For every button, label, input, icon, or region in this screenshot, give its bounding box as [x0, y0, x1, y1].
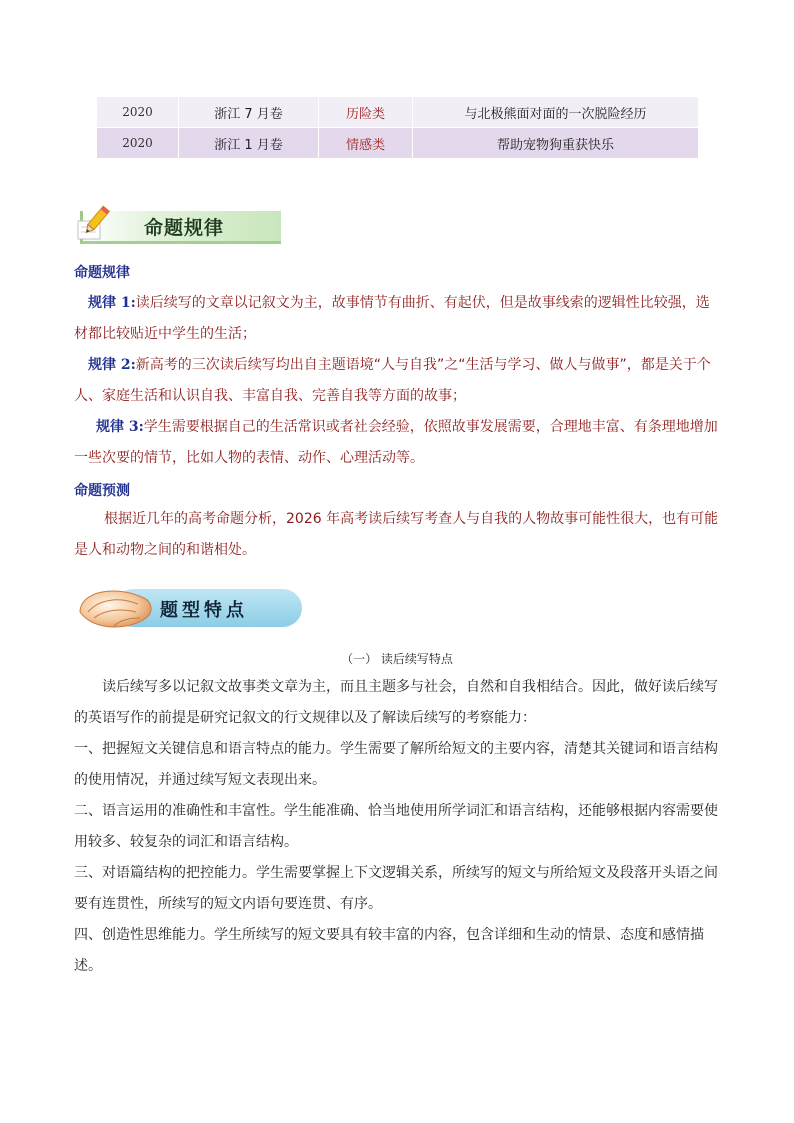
banner-title: 命题规律: [144, 217, 225, 239]
exam-cell: 浙江 1 月卷: [179, 128, 319, 159]
year-cell: 2020: [97, 128, 179, 159]
rule-paragraph: [74, 288, 722, 350]
rule-text: 读后续写的文章以记叙文为主，故事情节有曲折、有起伏，但是故事线索的逻辑性比较强，选材都比较贴近中学生的生活；: [74, 295, 710, 342]
table-row: [97, 97, 699, 128]
exam-cell: 浙江 7 月卷: [179, 97, 319, 128]
heading-prediction: 命题预测: [74, 483, 130, 499]
pencil-icon: [74, 203, 114, 243]
category-cell: 情感类: [319, 128, 413, 159]
category-cell: 历险类: [319, 97, 413, 128]
section-banner-features: [74, 582, 304, 634]
subsection-title: （一） 读后续写特点: [341, 652, 453, 666]
intro-paragraph: 读后续写多以记叙文故事类文章为主，而且主题多与社会，自然和自我相结合。因此，做好读后续写的英语写作的前提是研究记叙文的行文规律以及了解读后续写的考察能力：: [74, 679, 718, 726]
point-paragraph: 一、把握短文关键信息和语言特点的能力。学生需要了解所给短文的主要内容，清楚其关键词和语言结构的使用情况，并通过续写短文表现出来。: [74, 741, 718, 788]
prediction-paragraph: 根据近几年的高考命题分析，2026 年高考读后续写考查人与自我的人物故事可能性很大，也有可能是人和动物之间的和谐相处。: [74, 511, 719, 558]
year-cell: 2020: [97, 97, 179, 128]
rule-paragraph: [74, 412, 722, 474]
theme-cell: 帮助宠物狗重获快乐: [413, 128, 699, 159]
seashell-icon: [74, 582, 156, 634]
point-paragraph: 四、创造性思维能力。学生所续写的短文要具有较丰富的内容，包含详细和生动的情景、态度和感情描述。: [74, 927, 704, 974]
section-banner-rules: [74, 203, 280, 245]
table-row: [97, 128, 699, 159]
rule-label: 规律 3:: [96, 419, 144, 435]
point-paragraph: 二、语言运用的准确性和丰富性。学生能准确、恰当地使用所学词汇和语言结构，还能够根据内容需要使用较多、较复杂的词汇和语言结构。: [74, 803, 718, 850]
topic-table: [96, 96, 699, 159]
point-paragraph: 三、对语篇结构的把控能力。学生需要掌握上下文逻辑关系，所续写的短文与所给短文及段落开头语之间要有连贯性，所续写的短文内语句要连贯、有序。: [74, 865, 718, 912]
rule-text: 新高考的三次读后续写均出自主题语境“人与自我”之“生活与学习、做人与做事”，都是关于个人、家庭生活和认识自我、丰富自我、完善自我等方面的故事；: [74, 357, 711, 404]
rule-paragraph: [74, 350, 722, 412]
rule-label: 规律 1:: [88, 295, 136, 311]
theme-cell: 与北极熊面对面的一次脱险经历: [413, 97, 699, 128]
rule-text: 学生需要根据自己的生活常识或者社会经验，依照故事发展需要，合理地丰富、有条理地增加一些次要的情节，比如人物的表情、动作、心理活动等。: [74, 419, 718, 466]
banner-title: 题型特点: [160, 600, 248, 621]
heading-rules: 命题规律: [74, 265, 130, 281]
rule-label: 规律 2:: [88, 357, 136, 373]
